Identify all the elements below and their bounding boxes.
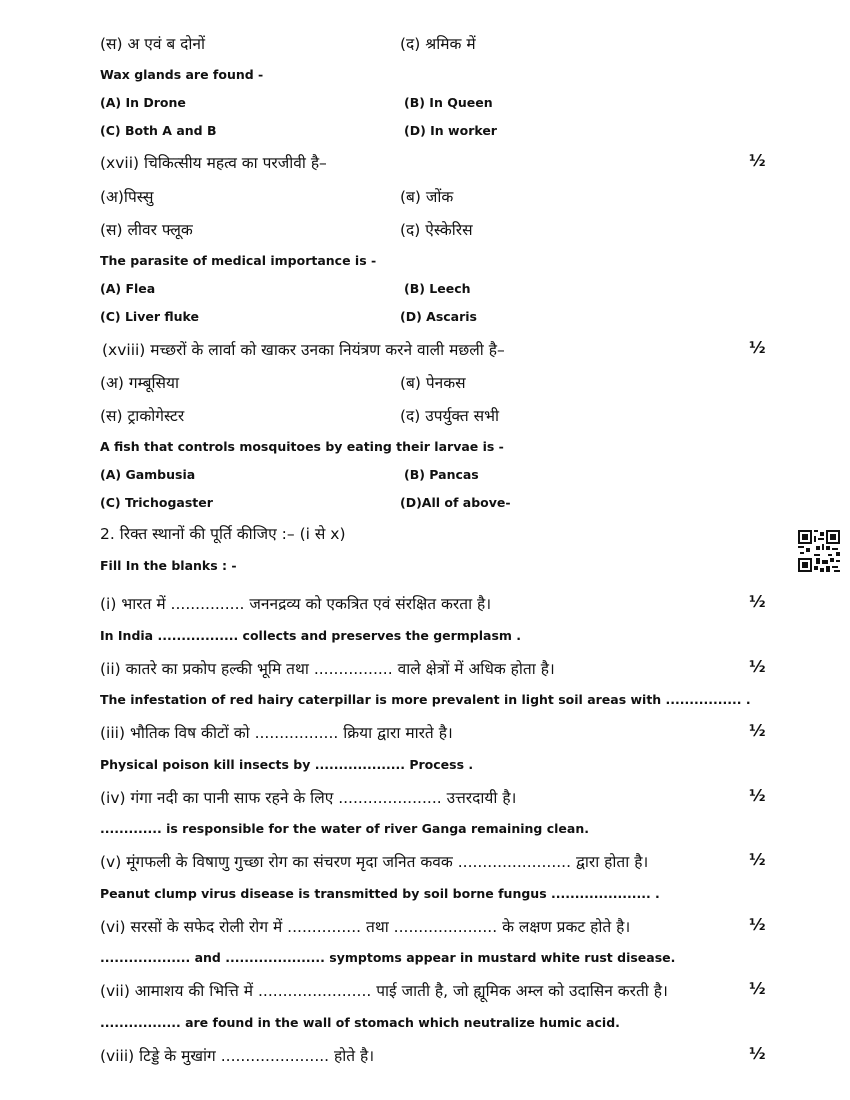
q18-option-b-hindi: (ब) पेनकस (400, 374, 466, 392)
q17-option-d-english: (D) Ascaris (400, 309, 478, 324)
blank-ii-hindi: (ii) कातरे का प्रकोप हल्की भूमि तथा ................ वाले क्षेत्रों में अधिक होता है। (100, 660, 555, 678)
blank-i-english: In India ................. collects and preserves the germplasm . (100, 628, 522, 643)
q16-option-d-hindi: (द) श्रमिक में (400, 35, 476, 53)
blank-vii-hindi: (vii) आमाशय की भित्ति में ....................... पाई जाती है, जो ह्यूमिक अम्ल को उदासिन करती है। (100, 982, 668, 1000)
blank-ii-marks: ½ (749, 657, 766, 676)
q18-option-b-english: (B) Pancas (404, 467, 479, 482)
q18-option-a-hindi: (अ) गम्बूसिया (100, 374, 179, 392)
q18-option-d-english: (D)All of above- (400, 495, 511, 510)
q17-marks: ½ (749, 151, 766, 170)
blank-vi-english: ................... and ..................... symptoms appear in mustard white rust disease. (100, 950, 676, 965)
q18-option-a-english: (A) Gambusia (100, 467, 196, 482)
q17-question-english: The parasite of medical importance is - (100, 253, 377, 268)
q18-question-hindi: (xviii) मच्छरों के लार्वा को खाकर उनका नियंत्रण करने वाली मछली है– (102, 341, 505, 359)
q17-option-d-hindi: (द) ऐस्केरिस (400, 221, 473, 239)
q16-option-d-english: (D) In worker (404, 123, 497, 138)
q16-question-english: Wax glands are found - (100, 67, 264, 82)
blank-vii-english: ................. are found in the wall of stomach which neutralize humic acid. (100, 1015, 620, 1030)
q17-option-b-hindi: (ब) जोंक (400, 188, 454, 206)
q16-option-c-english: (C) Both A and B (100, 123, 217, 138)
q17-option-c-english: (C) Liver fluke (100, 309, 199, 324)
blank-v-english: Peanut clump virus disease is transmitted by soil borne fungus ..................... . (100, 886, 660, 901)
q16-option-a-english: (A) In Drone (100, 95, 186, 110)
blank-ii-english: The infestation of red hairy caterpillar is more prevalent in light soil areas with ................ . (100, 692, 751, 707)
blank-iv-marks: ½ (749, 786, 766, 805)
blank-iv-english: ............. is responsible for the water of river Ganga remaining clean. (100, 821, 589, 836)
blank-i-marks: ½ (749, 592, 766, 611)
blank-iii-marks: ½ (749, 721, 766, 740)
blank-viii-marks: ½ (749, 1044, 766, 1063)
qr-code-icon (798, 530, 840, 572)
q18-question-english: A fish that controls mosquitoes by eating their larvae is - (100, 439, 504, 454)
q18-option-d-hindi: (द) उपर्युक्त सभी (400, 407, 499, 425)
blank-vi-hindi: (vi) सरसों के सफेद रोली रोग में ............... तथा ..................... के लक्षण प्रकट होते है। (100, 918, 631, 936)
blank-viii-hindi: (viii) टिड्डे के मुखांग ...................... होते है। (100, 1047, 375, 1065)
blank-iii-hindi: (iii) भौतिक विष कीटों को ................. क्रिया द्वारा मारते है। (100, 724, 453, 742)
blank-i-hindi: (i) भारत में ............... जननद्रव्य को एकत्रित एवं संरक्षित करता है। (100, 595, 492, 613)
q16-option-c-hindi: (स) अ एवं ब दोनों (100, 35, 206, 53)
blank-vii-marks: ½ (749, 979, 766, 998)
q17-question-hindi: (xvii) चिकित्सीय महत्व का परजीवी है– (100, 154, 327, 172)
q17-option-a-hindi: (अ)पिस्सु (100, 188, 154, 206)
blank-v-hindi: (v) मूंगफली के विषाणु गुच्छा रोग का संचरण मृदा जनित कवक ....................... द्वारा होता है। (100, 853, 649, 871)
section2-heading-hindi: 2. रिक्त स्थानों की पूर्ति कीजिए :– (i से x) (100, 525, 346, 543)
q18-option-c-hindi: (स) ट्राकोगेस्टर (100, 407, 185, 425)
q18-marks: ½ (749, 338, 766, 357)
section2-heading-english: Fill In the blanks : - (100, 558, 237, 573)
q16-option-b-english: (B) In Queen (404, 95, 493, 110)
blank-iv-hindi: (iv) गंगा नदी का पानी साफ रहने के लिए ..................... उत्तरदायी है। (100, 789, 517, 807)
q17-option-c-hindi: (स) लीवर फ्लूक (100, 221, 193, 239)
q18-option-c-english: (C) Trichogaster (100, 495, 213, 510)
blank-vi-marks: ½ (749, 915, 766, 934)
q17-option-b-english: (B) Leech (404, 281, 471, 296)
blank-iii-english: Physical poison kill insects by ................... Process . (100, 757, 474, 772)
blank-v-marks: ½ (749, 850, 766, 869)
q17-option-a-english: (A) Flea (100, 281, 156, 296)
